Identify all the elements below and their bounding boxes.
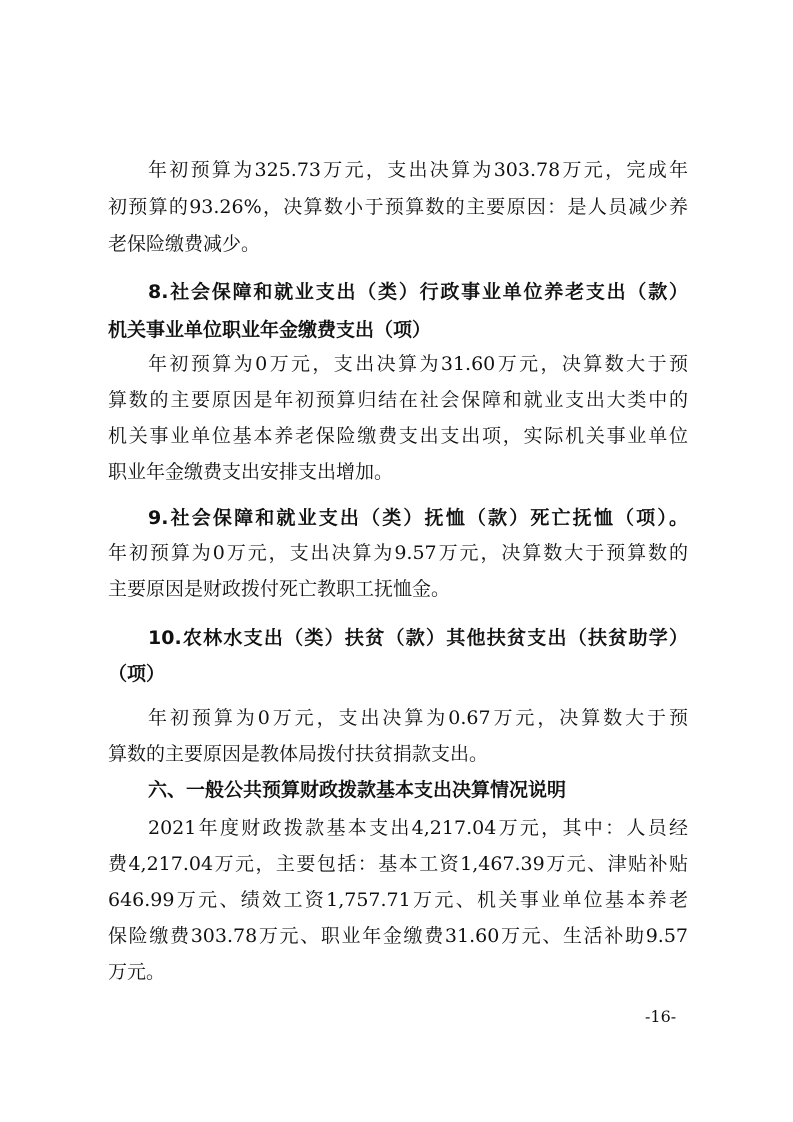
section-heading: 8.社会保障和就业支出（类）行政事业单位养老支出（款） bbox=[148, 281, 688, 303]
paragraph-line: 646.99万元、绩效工资1,757.71万元、机关事业单位基本养老 bbox=[108, 889, 688, 911]
paragraph-line: 年初预算为0万元，支出决算为9.57万元，决算数大于预算数的 bbox=[108, 542, 688, 564]
paragraph-line: 老保险缴费减少。 bbox=[108, 233, 261, 255]
paragraph-line: 职业年金缴费支出安排支出增加。 bbox=[108, 461, 394, 483]
paragraph-line: 算数的主要原因是教体局拨付扶贫捐款支出。 bbox=[108, 743, 489, 765]
paragraph-line: 机关事业单位基本养老保险缴费支出支出项，实际机关事业单位 bbox=[108, 425, 688, 447]
paragraph-line: 算数的主要原因是年初预算归结在社会保障和就业支出大类中的 bbox=[108, 389, 688, 411]
paragraph-line: 年初预算为0万元，支出决算为31.60万元，决算数大于预 bbox=[148, 353, 688, 375]
section-heading: 10.农林水支出（类）扶贫（款）其他扶贫支出（扶贫助学） bbox=[148, 627, 688, 649]
paragraph-line: 初预算的93.26%，决算数小于预算数的主要原因：是人员减少养 bbox=[108, 196, 688, 218]
section-heading: （项） bbox=[108, 663, 166, 685]
paragraph-line: 主要原因是财政拨付死亡教职工抚恤金。 bbox=[108, 578, 451, 600]
paragraph-line: 万元。 bbox=[108, 961, 166, 983]
paragraph-line: 2021年度财政拨款基本支出4,217.04万元，其中：人员经 bbox=[148, 817, 688, 839]
section-heading: 六、一般公共预算财政拨款基本支出决算情况说明 bbox=[148, 779, 567, 801]
paragraph-line: 费4,217.04万元，主要包括：基本工资1,467.39万元、津贴补贴 bbox=[108, 853, 688, 875]
paragraph-line: 保险缴费303.78万元、职业年金缴费31.60万元、生活补助9.57 bbox=[108, 925, 688, 947]
paragraph-line: 年初预算为0万元，支出决算为0.67万元，决算数大于预 bbox=[148, 707, 688, 729]
section-heading: 9.社会保障和就业支出（类）抚恤（款）死亡抚恤（项）。 bbox=[148, 507, 688, 529]
paragraph-line: 年初预算为325.73万元，支出决算为303.78万元，完成年 bbox=[148, 159, 688, 181]
section-heading: 机关事业单位职业年金缴费支出（项） bbox=[108, 319, 432, 341]
page-number: -16- bbox=[645, 1007, 677, 1026]
